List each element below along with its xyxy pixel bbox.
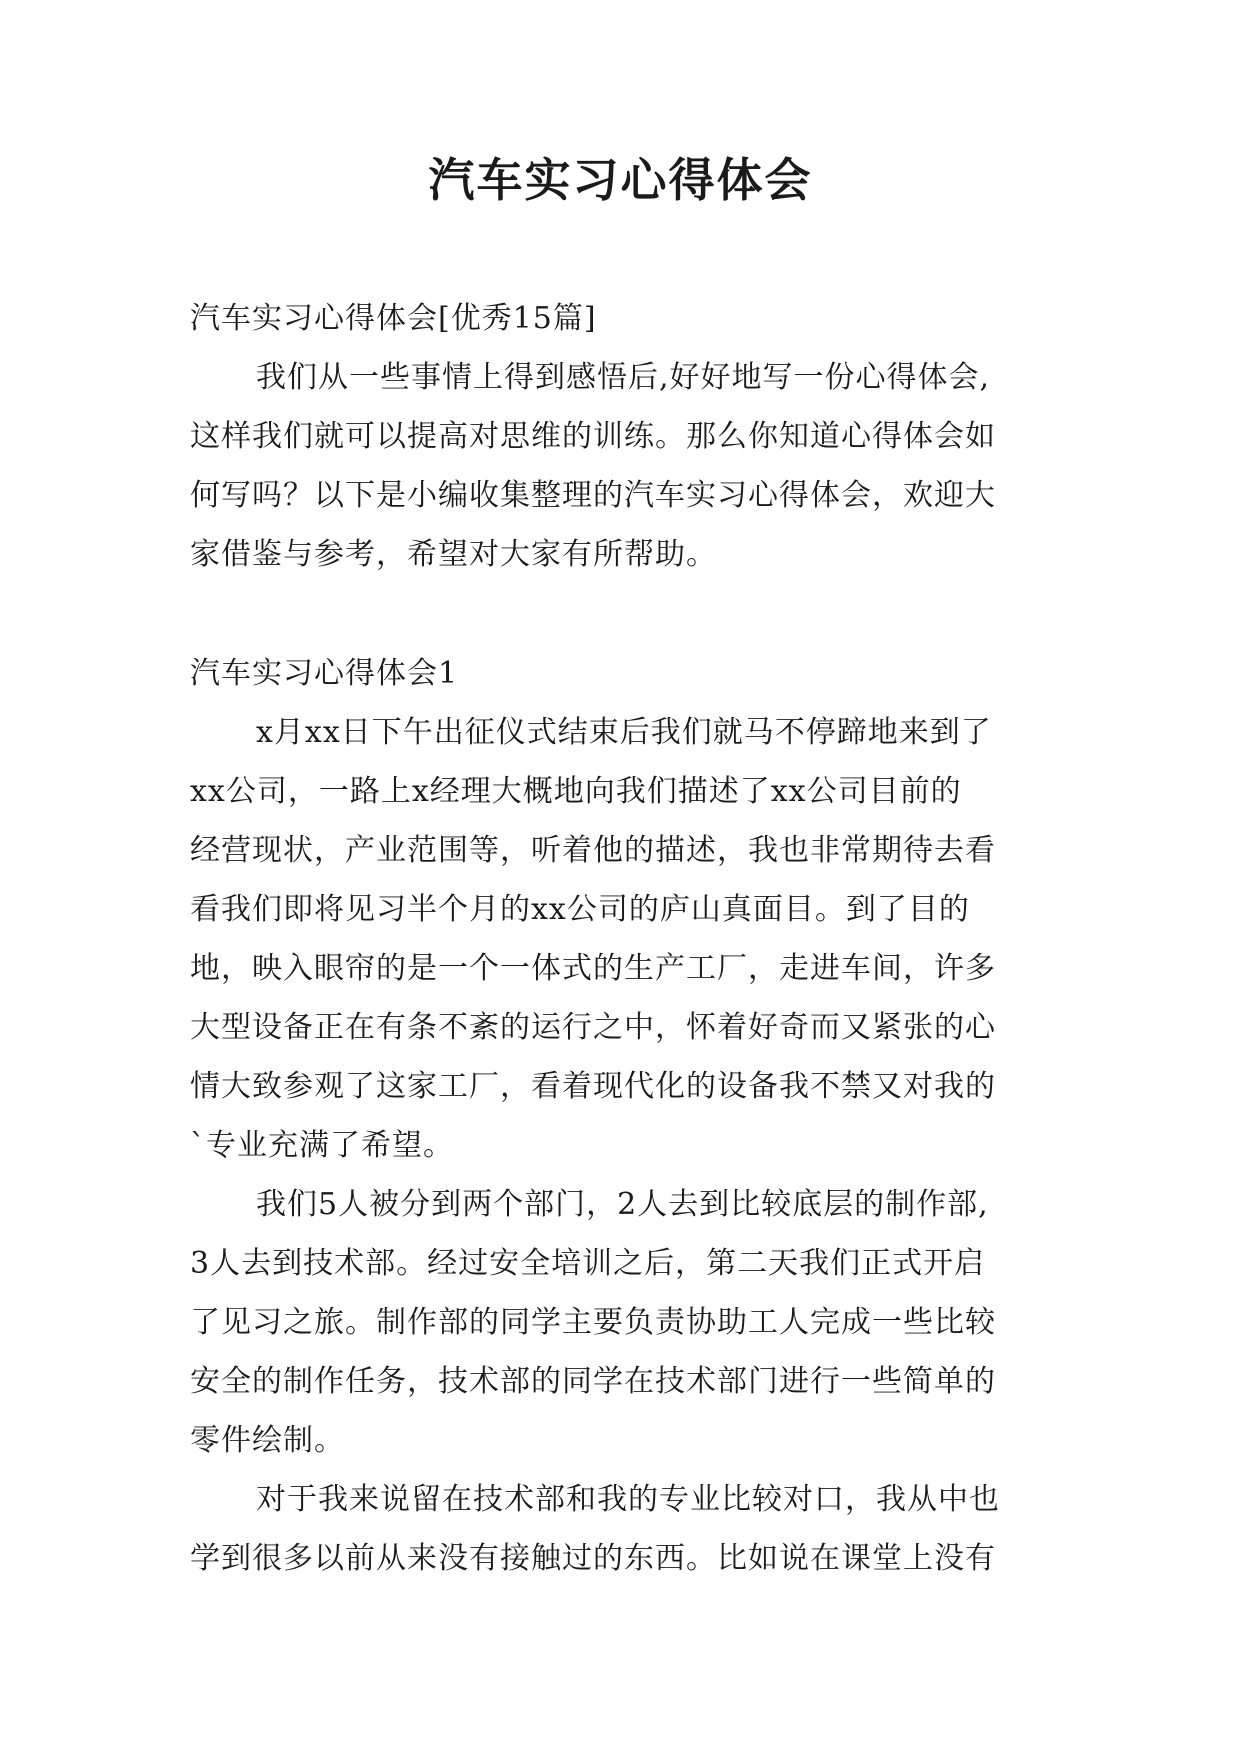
paragraph-line: xx公司，一路上x经理大概地向我们描述了xx公司目前的 (190, 774, 962, 809)
paragraph-line: 看我们即将见习半个月的xx公司的庐山真面目。到了目的 (190, 892, 970, 927)
paragraph-line: 大型设备正在有条不紊的运行之中，怀着好奇而又紧张的心 (190, 1010, 996, 1045)
paragraph-line: 学到很多以前从来没有接触过的东西。比如说在课堂上没有 (190, 1541, 996, 1576)
paragraph-line: x月xx日下午出征仪式结束后我们就马不停蹄地来到了 (256, 715, 992, 750)
paragraph-line: 我们5人被分到两个部门，2人去到比较底层的制作部, (256, 1187, 989, 1222)
intro-paragraph (190, 348, 1062, 584)
intro-line: 这样我们就可以提高对思维的训练。那么你知道心得体会如 (190, 419, 996, 454)
section-gap (190, 584, 1062, 644)
intro-line: 家借鉴与参考，希望对大家有所帮助。 (190, 537, 717, 572)
paragraph-line: 地，映入眼帘的是一个一体式的生产工厂，走进车间，许多 (190, 951, 996, 986)
intro-line: 何写吗？以下是小编收集整理的汽车实习心得体会，欢迎大 (190, 478, 996, 513)
document-title: 汽车实习心得体会 (428, 153, 813, 207)
paragraph-line: 对于我来说留在技术部和我的专业比较对口，我从中也 (256, 1482, 1000, 1517)
document-subtitle: 汽车实习心得体会[优秀15篇] (190, 301, 597, 336)
body-paragraph-1 (190, 703, 1062, 1175)
paragraph-line: 零件绘制。 (190, 1423, 345, 1458)
document-body (190, 289, 1062, 1588)
paragraph-line: 了见习之旅。制作部的同学主要负责协助工人完成一些比较 (190, 1305, 996, 1340)
paragraph-line: 安全的制作任务，技术部的同学在技术部门进行一些简单的 (190, 1364, 996, 1399)
paragraph-line: 3人去到技术部。经过安全培训之后，第二天我们正式开启 (190, 1246, 986, 1281)
paragraph-line: 经营现状，产业范围等，听着他的描述，我也非常期待去看 (190, 833, 996, 868)
paragraph-line: 情大致参观了这家工厂，看着现代化的设备我不禁又对我的 (190, 1069, 996, 1104)
intro-line: 我们从一些事情上得到感悟后,好好地写一份心得体会, (256, 360, 991, 395)
body-paragraph-3 (190, 1470, 1062, 1588)
section-heading: 汽车实习心得体会1 (190, 656, 459, 691)
paragraph-line: `专业充满了希望。 (190, 1128, 454, 1163)
body-paragraph-2 (190, 1175, 1062, 1470)
